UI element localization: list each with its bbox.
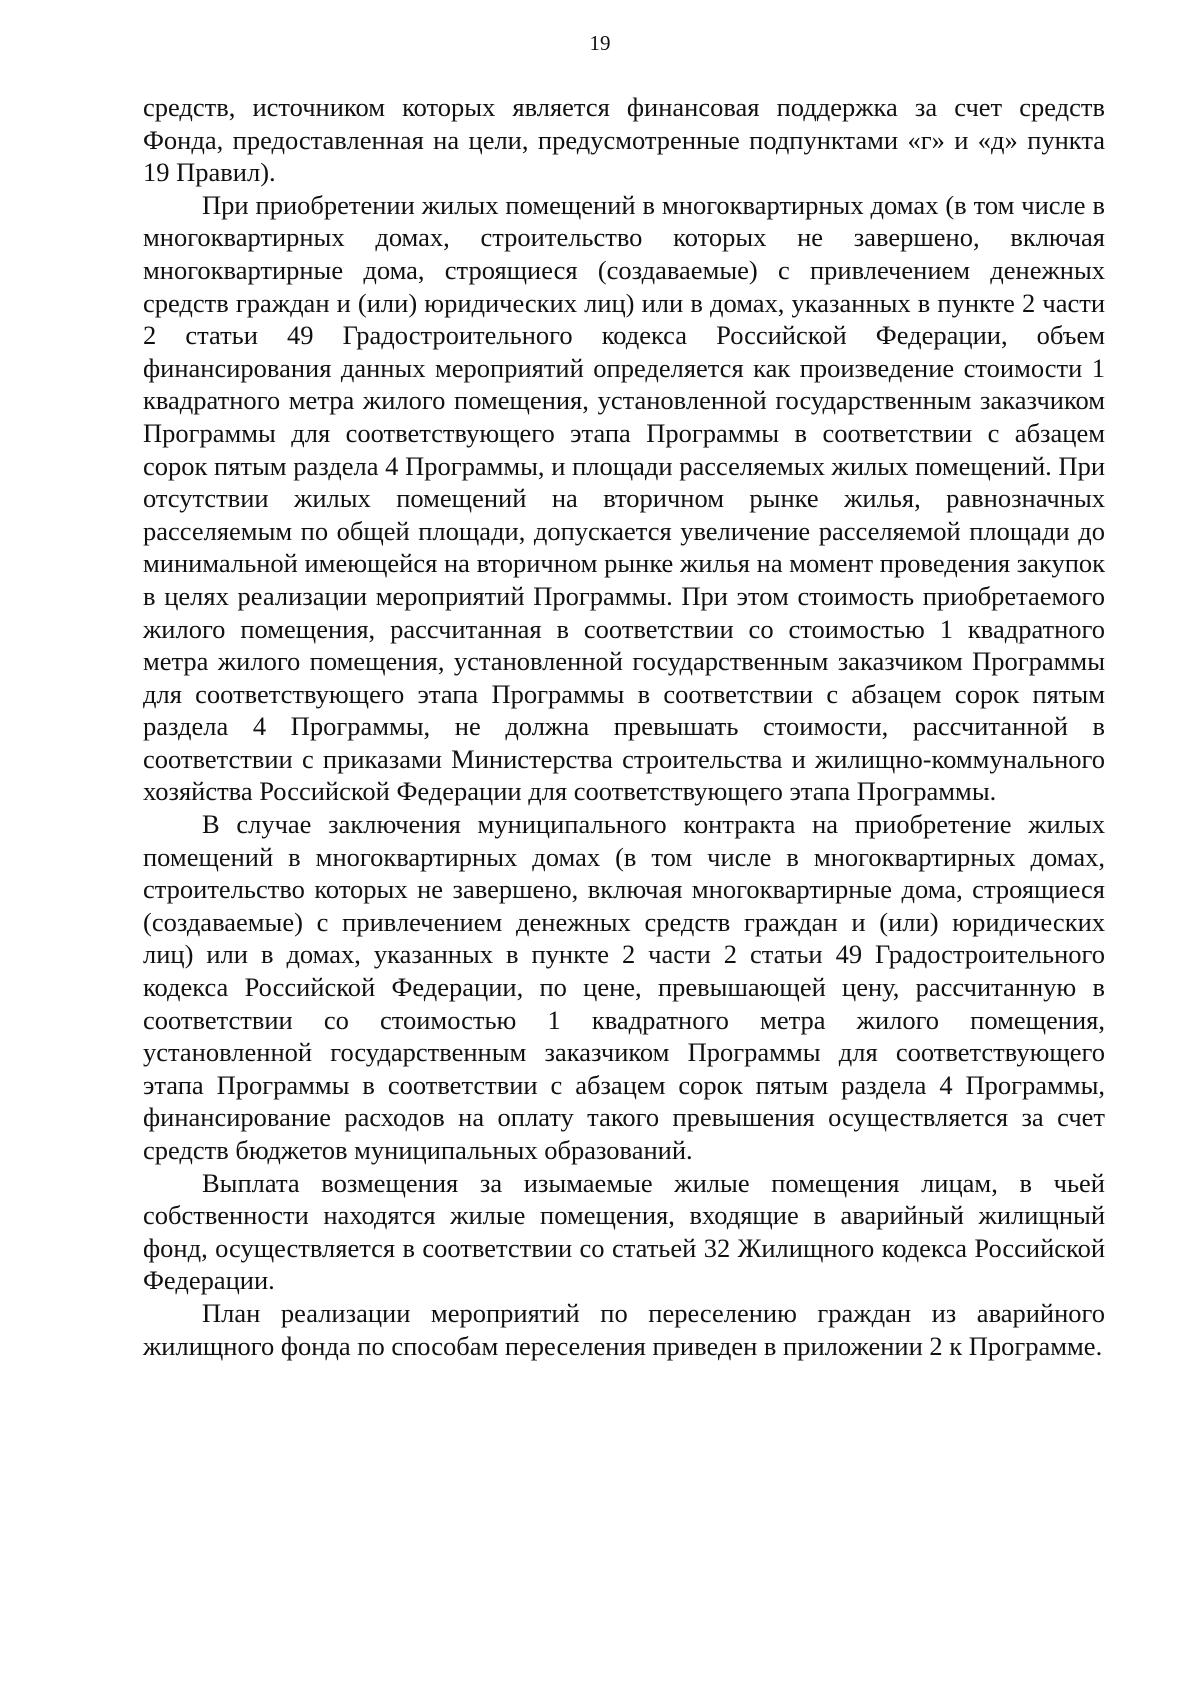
paragraph-apartment-purchase-financing: При приобретении жилых помещений в многоквартирных домах (в том числе в многоквартирных домах, строительство которых не завершено, включая многоквартирные дома, строящиеся (создаваемые) с привлечением денежных средств граждан и (или) юридических лиц) или в домах, указанных в пункте 2 части 2 статьи 49 Градостроительного кодекса Российской Федерации, объем финансирования данных мероприятий определяется как произведение стоимости 1 квадратного метра жилого помещения, установленной государственным заказчиком Программы для соответствующего этапа Программы в соответствии с абзацем сорок пятым раздела 4 Программы, и площади расселяемых жилых помещений. При отсутствии жилых помещений на вторичном рынке жилья, равнозначных расселяемым по общей площади, допускается увеличение расселяемой площади до минимальной имеющейся на вторичном рынке жилья на момент проведения закупок в целях реализации мероприятий Программы. При этом стоимость приобретаемого жилого помещения, рассчитанная в соответствии со стоимостью 1 квадратного метра жилого помещения, установленной государственным заказчиком Программы для соответствующего этапа Программы в соответствии с абзацем сорок пятым раздела 4 Программы, не должна превышать стоимости, рассчитанной в соответствии с приказами Министерства строительства и жилищно-коммунального хозяйства Российской Федерации для соответствующего этапа Программы. — [143, 189, 1105, 807]
paragraph-compensation-payment: Выплата возмещения за изымаемые жилые помещения лицам, в чьей собственности находятся жилые помещения, входящие в аварийный жилищный фонд, осуществляется в соответствии со статьей 32 Жилищного кодекса Российской Федерации. — [143, 1167, 1105, 1296]
paragraph-municipal-contract-excess: В случае заключения муниципального контракта на приобретение жилых помещений в многоквартирных домах (в том числе в многоквартирных домах, строительство которых не завершено, включая многоквартирные дома, строящиеся (создаваемые) с привлечением денежных средств граждан и (или) юридических лиц) или в домах, указанных в пункте 2 части 2 статьи 49 Градостроительного кодекса Российской Федерации, по цене, превышающей цену, рассчитанную в соответствии со стоимостью 1 квадратного метра жилого помещения, установленной государственным заказчиком Программы для соответствующего этапа Программы в соответствии с абзацем сорок пятым раздела 4 Программы, финансирование расходов на оплату такого превышения осуществляется за счет средств бюджетов муниципальных образований. — [143, 809, 1105, 1165]
page-number: 19 — [589, 31, 611, 55]
document-body — [143, 91, 1105, 1362]
paragraph-continuation: средств, источником которых является финансовая поддержка за счет средств Фонда, предоставленная на цели, предусмотренные подпунктами «г» и «д» пункта 19 Правил). — [143, 92, 1105, 188]
paragraph-resettlement-plan: План реализации мероприятий по переселению граждан из аварийного жилищного фонда по способам переселения приведен в приложении 2 к Программе. — [143, 1297, 1105, 1361]
